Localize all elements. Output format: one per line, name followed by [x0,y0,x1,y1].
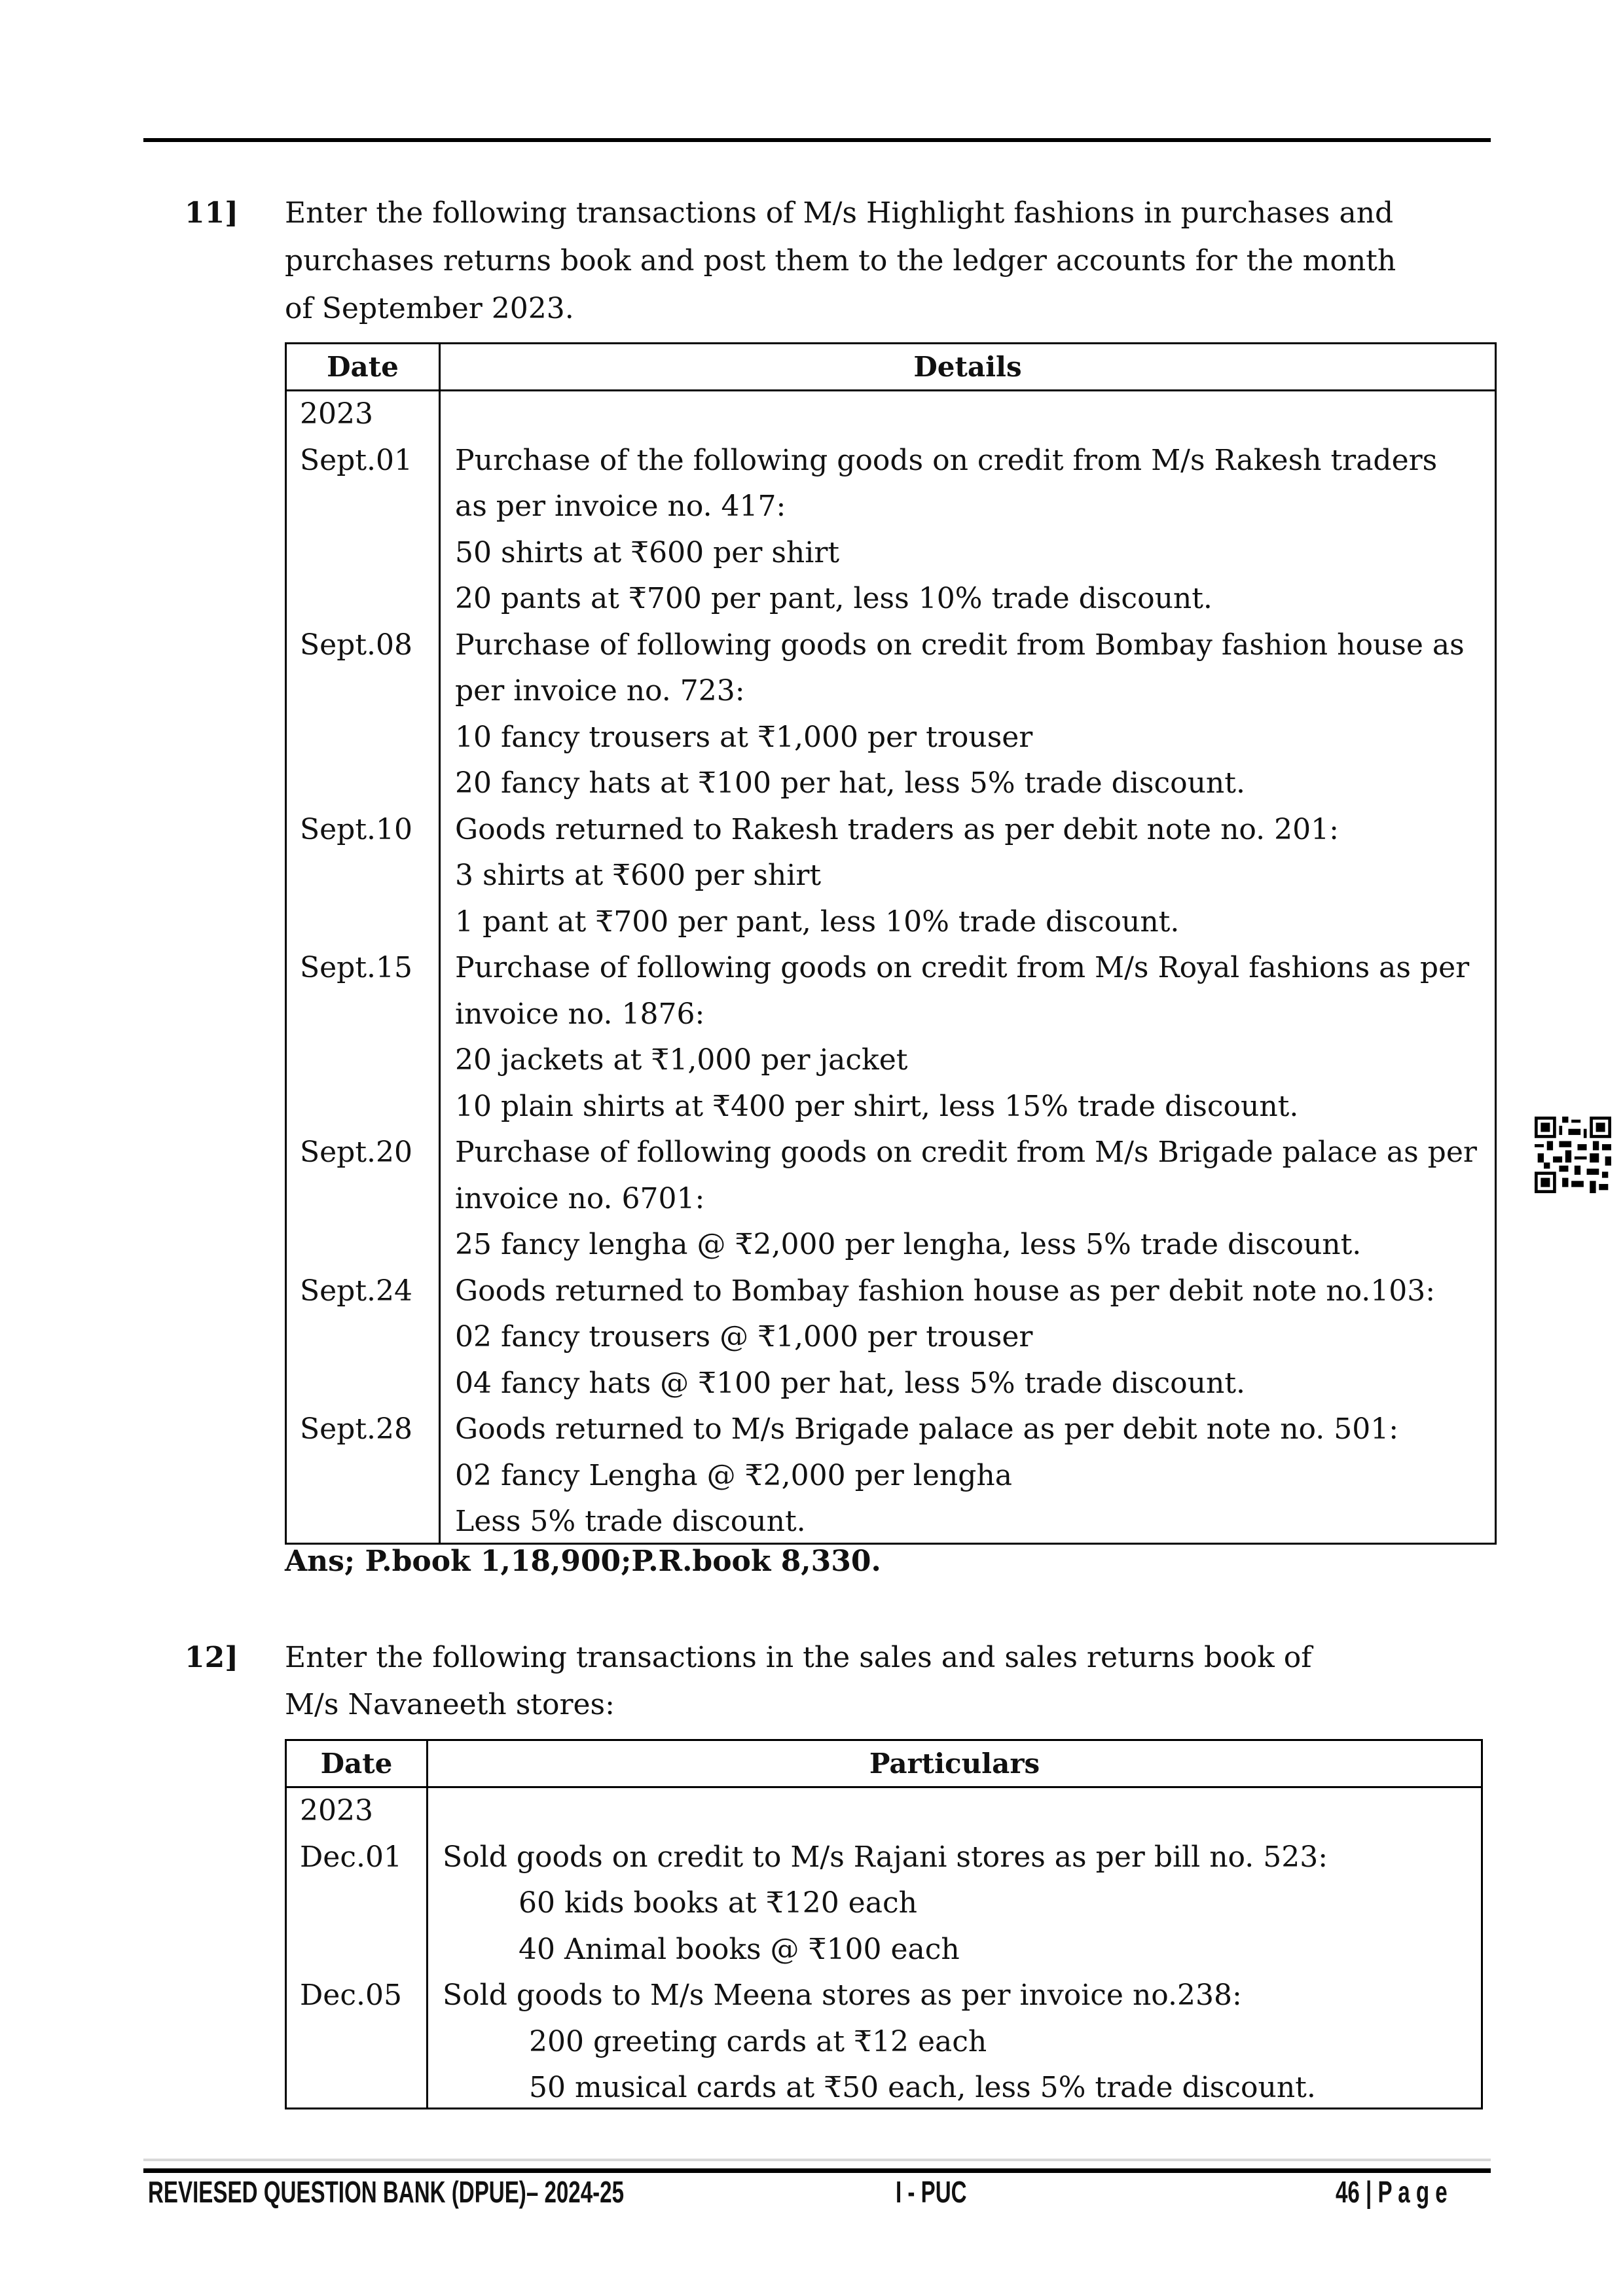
table-header [287,344,1495,391]
question-12-number: 12] [185,1641,239,1674]
detail-cell: 50 musical cards at ₹50 each, less 5% trade discount. [529,2071,1316,2104]
detail-cell: invoice no. 1876: [455,997,705,1031]
detail-cell: 02 fancy Lengha @ ₹2,000 per lengha [455,1458,1012,1492]
date-cell [300,576,439,622]
detail-cell: 40 Animal books @ ₹100 each [519,1932,960,1966]
table-header [287,1741,1481,1788]
detail-cell: 60 kids books at ₹120 each [519,1886,917,1920]
footer-page-number: 46 | P a g e [1336,2175,1448,2209]
date-cell [300,1314,439,1361]
date-cell: Dec.05 [300,1979,402,2012]
date-column [287,1788,428,2109]
footer-light-rule [143,2159,1491,2161]
detail-cell: Goods returned to Bombay fashion house as per debit note no.103: [455,1274,1436,1308]
detail-cell: 02 fancy trousers @ ₹1,000 per trouser [455,1320,1033,1354]
footer-title: REVIESED QUESTION BANK (DPUE)– 2024-25 [148,2175,624,2209]
header-details: Details [913,351,1022,383]
date-cell: 2023 [300,1794,373,1827]
detail-cell: Purchase of following goods on credit from Bombay fashion house as [455,628,1465,662]
header-particulars: Particulars [869,1748,1040,1780]
date-cell [300,715,439,761]
detail-cell: Sold goods on credit to M/s Rajani stores as per bill no. 523: [443,1840,1328,1874]
detail-cell: 3 shirts at ₹600 per shirt [455,859,822,892]
detail-cell: Purchase of following goods on credit from M/s Brigade palace as per [455,1136,1477,1169]
header-rule [143,138,1491,142]
detail-cell: as per invoice no. 417: [455,490,786,523]
date-cell [300,668,439,715]
date-cell [300,992,439,1038]
question-12-text-line: M/s Navaneeth stores: [285,1688,615,1721]
date-cell: Sept.20 [300,1136,413,1169]
detail-cell: Goods returned to Rakesh traders as per debit note no. 201: [455,812,1339,846]
date-cell [300,1499,439,1545]
detail-cell: 10 plain shirts at ₹400 per shirt, less 15% trade discount. [455,1089,1299,1123]
answer-text: Ans; P.book 1,18,900;P.R.book 8,330. [285,1545,881,1578]
particulars-column [428,1788,1481,2111]
detail-cell: Purchase of following goods on credit from M/s Royal fashions as per [455,951,1470,984]
header-date: Date [287,344,441,389]
date-cell [300,1927,426,1973]
date-cell [300,899,439,946]
date-cell [300,1880,426,1927]
detail-cell: 200 greeting cards at ₹12 each [529,2024,987,2058]
purchases-transactions-table [285,342,1497,1545]
header-date: Date [287,1741,428,1786]
details-column [441,391,1495,1545]
date-cell [300,530,439,577]
detail-cell: 25 fancy lengha @ ₹2,000 per lengha, less 5% trade discount. [455,1228,1362,1261]
question-11-text-line: Enter the following transactions of M/s Highlight fashions in purchases and [285,196,1394,230]
detail-cell [443,1788,1481,1835]
detail-cell: 1 pant at ₹700 per pant, less 10% trade discount. [455,905,1180,939]
detail-cell: invoice no. 6701: [455,1181,705,1215]
date-cell [300,1361,439,1407]
footer-class: I - PUC [896,2175,967,2209]
detail-cell: 20 fancy hats at ₹100 per hat, less 5% trade discount. [455,766,1245,800]
date-cell [300,1037,439,1084]
detail-cell [455,391,1495,438]
date-cell [300,1453,439,1499]
detail-cell: 20 jackets at ₹1,000 per jacket [455,1043,908,1077]
detail-cell: 50 shirts at ₹600 per shirt [455,535,840,569]
sales-transactions-table [285,1739,1483,2109]
footer-rule [143,2168,1491,2173]
date-cell [300,2065,426,2111]
detail-cell: Less 5% trade discount. [455,1505,806,1538]
question-12-text-line: Enter the following transactions in the sales and sales returns book of [285,1641,1312,1674]
detail-cell: 10 fancy trousers at ₹1,000 per trouser [455,720,1033,754]
date-cell [300,484,439,530]
date-cell: Sept.15 [300,951,413,984]
date-cell [300,1176,439,1223]
date-cell [300,761,439,807]
detail-cell: 20 pants at ₹700 per pant, less 10% trade discount. [455,582,1213,615]
question-11-text-line: purchases returns book and post them to the ledger accounts for the month [285,244,1396,278]
date-cell [300,1084,439,1130]
question-11-number: 11] [185,196,239,230]
date-cell [300,1222,439,1268]
detail-cell: Sold goods to M/s Meena stores as per invoice no.238: [443,1979,1242,2012]
date-cell: Sept.08 [300,628,413,662]
date-cell: 2023 [300,397,373,431]
date-cell [300,2019,426,2066]
detail-cell: Goods returned to M/s Brigade palace as per debit note no. 501: [455,1412,1399,1446]
date-cell: Sept.01 [300,443,413,477]
date-cell: Sept.10 [300,812,413,846]
date-cell: Dec.01 [300,1840,402,1874]
question-11-text-line: of September 2023. [285,292,574,325]
qr-code-icon[interactable] [1535,1117,1611,1193]
detail-cell: 04 fancy hats @ ₹100 per hat, less 5% trade discount. [455,1366,1246,1400]
date-cell: Sept.24 [300,1274,413,1308]
detail-cell: Purchase of the following goods on credit from M/s Rakesh traders [455,443,1438,477]
date-column [287,391,441,1545]
detail-cell: per invoice no. 723: [455,674,745,708]
date-cell: Sept.28 [300,1412,413,1446]
date-cell [300,853,439,899]
